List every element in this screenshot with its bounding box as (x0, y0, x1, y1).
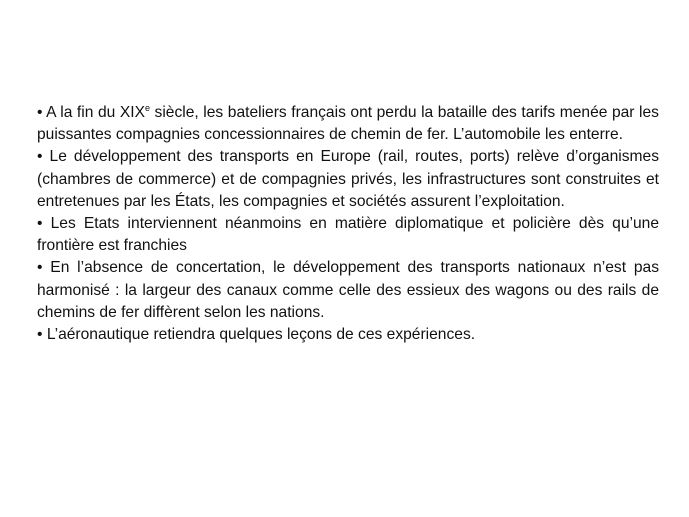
bullet-marker: • (37, 259, 43, 277)
bullet-2 (37, 146, 659, 213)
bullet-2-text: Le développement des transports en Europe (rail, routes, ports) relève d’organismes (chambres de commerce) et de compagnies privés, les infrastructures sont construites et entretenues par les États, les compagnies et sociétés assurent l’exploitation. (37, 148, 659, 210)
bullet-1 (37, 102, 659, 146)
bullet-list (37, 102, 659, 346)
bullet-3-text: Les Etats interviennent néanmoins en matière diplomatique et policière dès qu’une frontière est franchies (37, 215, 659, 255)
bullet-5-text: L’aéronautique retiendra quelques leçons de ces expériences. (46, 326, 476, 344)
bullet-marker: • (37, 326, 43, 344)
bullet-marker: • (37, 215, 43, 233)
bullet-4-text: En l’absence de concertation, le développement des transports nationaux n’est pas harmonisé : la largeur des canaux comme celle des essieux des wagons ou des rails de chemins de fer diffèrent selon les nations. (37, 259, 659, 321)
bullet-marker: • (37, 104, 43, 121)
bullet-1-text-end: siècle, les bateliers français ont perdu la bataille des tarifs menée par les puissantes compagnies concessionnaires de chemin de fer. L’automobile les enterre. (37, 104, 659, 144)
bullet-5 (37, 324, 659, 346)
bullet-1-text-start: A la fin du XIX (46, 104, 145, 121)
bullet-marker: • (37, 148, 43, 166)
bullet-3 (37, 213, 659, 257)
bullet-1-superscript: e (144, 102, 150, 113)
bullet-4 (37, 257, 659, 324)
